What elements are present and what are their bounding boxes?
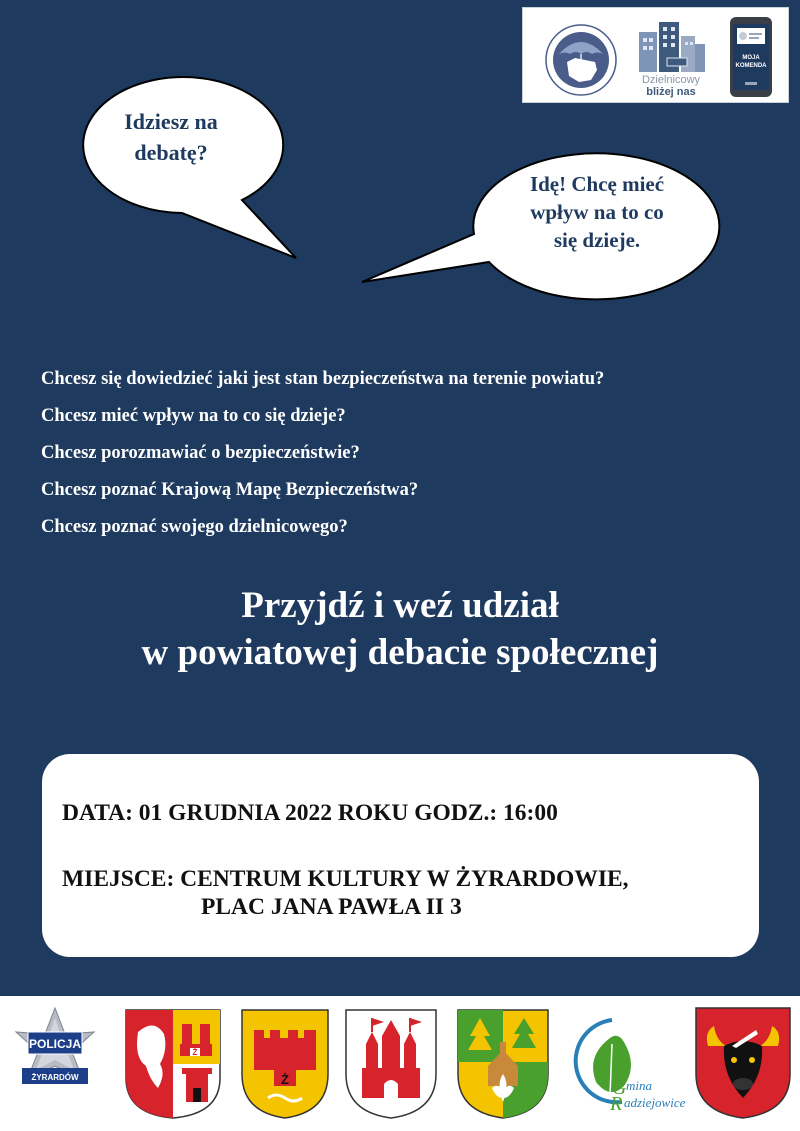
headline [0, 582, 800, 676]
gmina-green-crest-icon [456, 1008, 550, 1120]
gmina-name: adziejowice [624, 1095, 686, 1110]
police-city-text: ŻYRARDÓW [31, 1073, 79, 1082]
event-place-line2: PLAC JANA PAWŁA II 3 [201, 894, 462, 920]
dzielnicowy-caption-line1: Dzielnicowy [641, 74, 701, 86]
headline-line2: w powiatowej debacie społecznej [141, 632, 659, 673]
question-item: Chcesz się dowiedzieć jaki jest stan bezpieczeństwa na terenie powiatu? [41, 369, 605, 389]
crest-strip [0, 996, 800, 1131]
right-bubble-line: się dzieje. [553, 228, 641, 252]
event-info-box [42, 754, 759, 957]
city-crest-letter: Ż [281, 1072, 289, 1087]
police-star-badge-icon [8, 1006, 102, 1116]
question-item: Chcesz poznać Krajową Mapę Bezpieczeństwa? [41, 480, 419, 500]
gmina-initial-g: G [612, 1077, 627, 1099]
question-item: Chcesz mieć wpływ na to co się dzieje? [41, 406, 346, 426]
phone-text-line1: MOJA [742, 55, 760, 61]
right-bubble-line: Idę! Chcę mieć [529, 172, 665, 196]
right-bubble-text [487, 170, 707, 254]
left-bubble-line: debatę? [134, 140, 208, 165]
gmina-initial-r: R [610, 1093, 623, 1115]
castle-crest-icon [344, 1008, 438, 1120]
dzielnicowy-caption-line2: bliżej nas [646, 86, 696, 98]
headline-line1: Przyjdź i weź udział [241, 585, 559, 626]
ox-head-crest-icon [694, 1006, 792, 1120]
right-bubble-line: wpływ na to co [530, 200, 664, 224]
zyrardow-city-crest-icon [240, 1008, 330, 1120]
powiat-crest-letter: Ż [192, 1048, 198, 1057]
question-list [41, 367, 781, 552]
phone-text-line2: KOMENDA [735, 63, 767, 69]
police-badge-text: POLICJA [28, 1037, 82, 1051]
gmina-radziejowice-logo-icon [566, 1010, 686, 1120]
event-place-line1: MIEJSCE: CENTRUM KULTURY W ŻYRARDOWIE, [62, 866, 629, 892]
left-bubble-line: Idziesz na [124, 109, 218, 134]
question-item: Chcesz poznać swojego dzielnicowego? [41, 517, 348, 537]
gmina-word: mina [626, 1078, 652, 1093]
left-bubble-text [86, 106, 256, 168]
event-date: DATA: 01 GRUDNIA 2022 ROKU GODZ.: 16:00 [62, 800, 558, 826]
question-item: Chcesz porozmawiać o bezpieczeństwie? [41, 443, 360, 463]
powiat-zyrardowski-crest-icon [124, 1008, 222, 1120]
